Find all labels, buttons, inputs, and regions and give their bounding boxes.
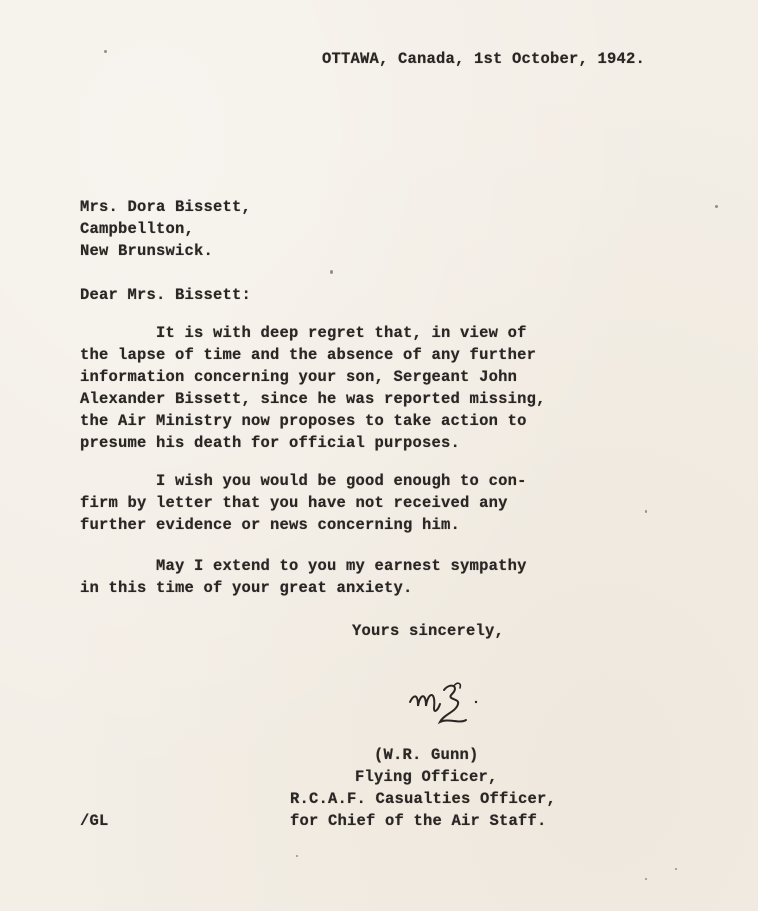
signature-icon — [404, 680, 494, 730]
signatory-rank: Flying Officer, — [355, 768, 498, 786]
signatory-on-behalf: for Chief of the Air Staff. — [290, 812, 547, 830]
paper-speck — [675, 868, 677, 870]
recipient-name: Mrs. Dora Bissett, — [80, 198, 252, 216]
salutation: Dear Mrs. Bissett: — [80, 286, 252, 304]
paragraph-line: the lapse of time and the absence of any further — [80, 346, 537, 364]
paragraph-line: It is with deep regret that, in view of — [80, 324, 527, 342]
signatory-position: R.C.A.F. Casualties Officer, — [290, 790, 557, 808]
paragraph-line: May I extend to you my earnest sympathy — [80, 557, 527, 575]
paragraph-line: information concerning your son, Sergeant John — [80, 368, 518, 386]
paragraph-line: presume his death for official purposes. — [80, 434, 461, 452]
paper-speck — [296, 855, 298, 857]
paper-speck — [645, 878, 647, 880]
recipient-city: Campbellton, — [80, 220, 195, 238]
paragraph-line: Alexander Bissett, since he was reported missing, — [80, 390, 546, 408]
paragraph-line: the Air Ministry now proposes to take action to — [80, 412, 527, 430]
reference-initials: /GL — [80, 812, 109, 830]
paragraph-line: further evidence or news concerning him. — [80, 516, 461, 534]
paper-speck — [645, 510, 647, 513]
closing: Yours sincerely, — [352, 622, 505, 640]
paper-speck — [330, 270, 333, 274]
recipient-province: New Brunswick. — [80, 242, 214, 260]
paragraph-line: firm by letter that you have not received any — [80, 494, 508, 512]
paper-speck — [104, 50, 107, 53]
dateline: OTTAWA, Canada, 1st October, 1942. — [322, 50, 646, 68]
paragraph-line: in this time of your great anxiety. — [80, 579, 413, 597]
paragraph-line: I wish you would be good enough to con- — [80, 472, 527, 490]
paper-speck — [715, 205, 718, 208]
signatory-name: (W.R. Gunn) — [374, 746, 479, 764]
